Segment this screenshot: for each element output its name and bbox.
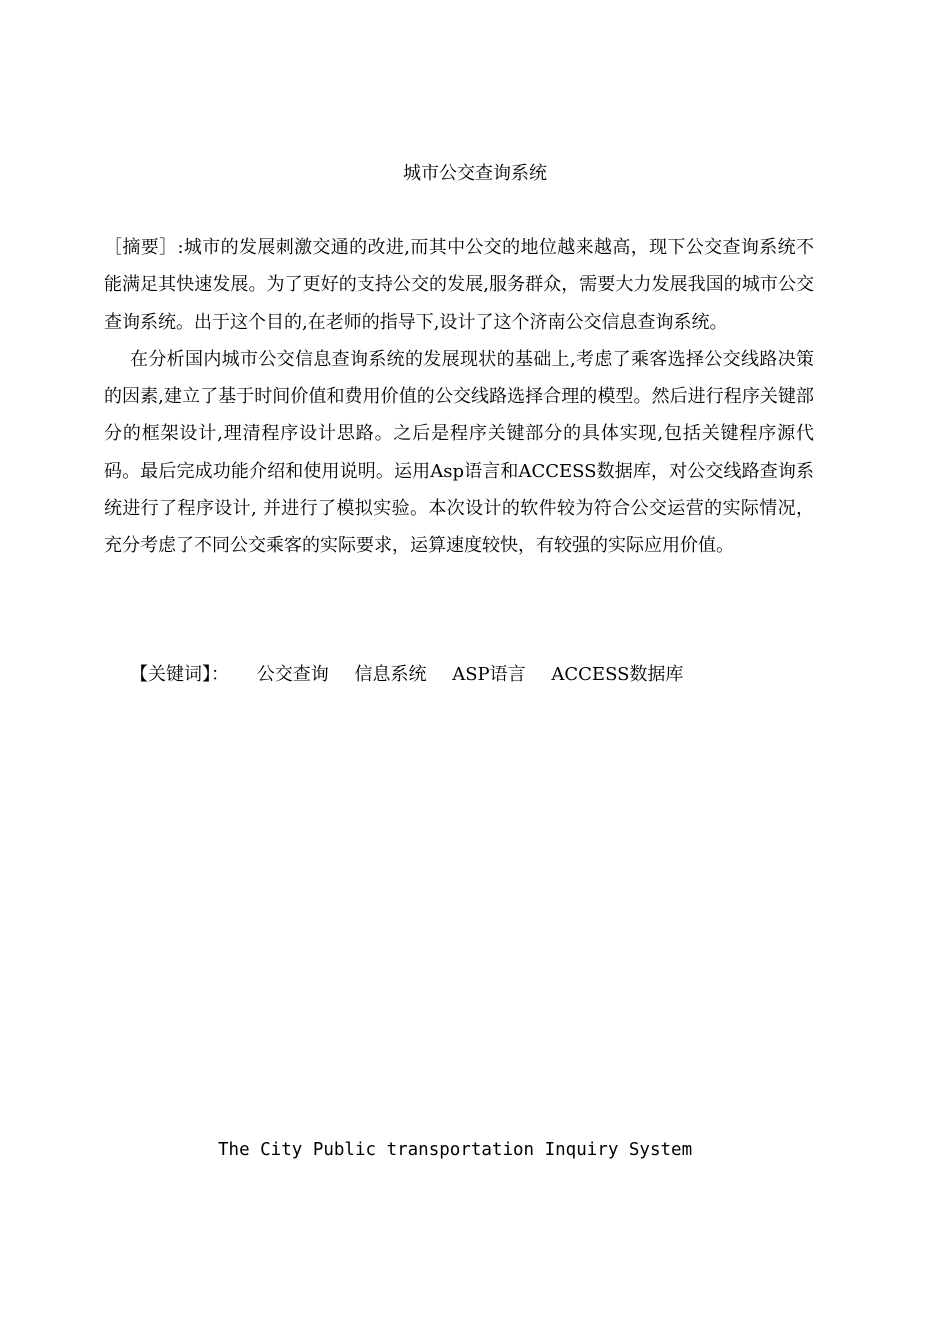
document-title: 城市公交查询系统 [403, 163, 547, 184]
keyword-item: 公交查询 [256, 664, 329, 685]
abstract-section [104, 229, 814, 565]
abstract-paragraph-1: ［摘要］:城市的发展刺激交通的改进,而其中公交的地位越来越高，现下公交查询系统不能满足其快速发展。为了更好的支持公交的发展,服务群众，需要大力发展我国的城市公交查询系统。出于这个目的,在老师的指导下,设计了这个济南公交信息查询系统。 [104, 237, 814, 333]
keyword-item: ACCESS数据库 [551, 664, 684, 685]
keywords-line [130, 662, 703, 688]
keyword-item: 信息系统 [354, 664, 427, 685]
keyword-item: ASP语言 [452, 664, 526, 685]
keywords-label: 【关键词】： [130, 664, 229, 685]
abstract-paragraph-2: 在分析国内城市公交信息查询系统的发展现状的基础上,考虑了乘客选择公交线路决策的因素,建立了基于时间价值和费用价值的公交线路选择合理的模型。然后进行程序关键部分的框架设计,理清程序设计思路。之后是程序关键部分的具体实现,包括关键程序源代码。最后完成功能介绍和使用说明。运用Asp语言和ACCESS数据库，对公交线路查询系统进行了程序设计, 并进行了模拟实验。本次设计的软件较为符合公交运营的实际情况，充分考虑了不同公交乘客的实际要求，运算速度较快，有较强的实际应用价值。 [104, 348, 814, 557]
english-title: The City Public transportation Inquiry System [218, 1140, 693, 1160]
